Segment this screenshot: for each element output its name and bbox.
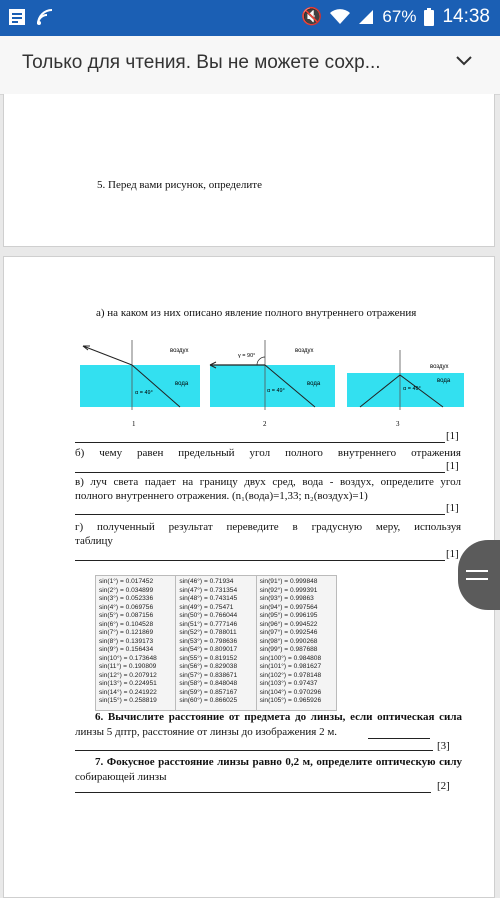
wifi-share-icon — [36, 8, 54, 26]
air-label-2: воздух — [295, 348, 314, 354]
sine-value: sin(94°) = 0.997564 — [259, 603, 318, 611]
sine-value: sin(1°) = 0.017452 — [99, 578, 154, 585]
sine-value: sin(13°) = 0.224951 — [99, 680, 157, 687]
air-label-1: воздух — [170, 348, 189, 354]
answer-line-v[interactable] — [75, 514, 445, 515]
sine-value: sin(93°) = 0.99863 — [259, 595, 314, 602]
water-label-1: вода — [175, 381, 189, 387]
sine-value: sin(6°) = 0.104528 — [99, 620, 154, 628]
question-g-line1: г) полученный результат переведите в градусную меру, используя — [75, 521, 461, 533]
sine-value: sin(46°) = 0.71934 — [179, 578, 234, 585]
sine-value: sin(10°) = 0.173648 — [99, 654, 157, 662]
question-g-line2: таблицу — [75, 535, 113, 547]
question-6-line1 — [95, 710, 462, 724]
sine-value: sin(101°) = 0.981627 — [259, 663, 322, 670]
sine-value: sin(56°) = 0.829038 — [179, 663, 238, 670]
question-7-line1 — [95, 755, 462, 769]
document-page-1 — [3, 94, 495, 247]
sine-value: sin(50°) = 0.766044 — [179, 612, 238, 619]
mute-icon: 🔇 — [301, 7, 323, 26]
sine-value: sin(95°) = 0.996195 — [259, 612, 318, 619]
document-app-icon — [8, 8, 26, 26]
status-bar — [0, 0, 500, 36]
gamma-label: γ = 90° — [238, 353, 256, 359]
sine-value: sin(102°) = 0.978148 — [259, 671, 322, 679]
sine-value: sin(48°) = 0.743145 — [179, 595, 238, 602]
sine-value: sin(51°) = 0.777146 — [179, 620, 238, 628]
sine-value: sin(104°) = 0.970296 — [259, 688, 322, 696]
app-bar — [0, 36, 500, 95]
figure-label-1: 1 — [132, 420, 136, 428]
sine-table-column — [257, 576, 336, 710]
clock: 14:38 — [442, 6, 490, 27]
sine-value: sin(2°) = 0.034899 — [99, 586, 154, 594]
question-6-text: 6. Вычислите расстояние от предмета до линзы, если оптическая сила — [95, 711, 462, 723]
sine-value: sin(53°) = 0.798636 — [179, 637, 238, 645]
question-5: 5. Перед вами рисунок, определите — [97, 179, 262, 191]
angle-label-3: α = 49° — [403, 386, 421, 392]
sine-value: sin(15°) = 0.258819 — [99, 697, 157, 704]
sine-value: sin(5°) = 0.087156 — [99, 612, 154, 619]
sine-value: sin(57°) = 0.838671 — [179, 671, 238, 679]
sine-value: sin(98°) = 0.990268 — [259, 637, 318, 645]
sine-value: sin(49°) = 0.75471 — [179, 603, 234, 611]
figure-label-2: 2 — [263, 420, 267, 428]
answer-line-g[interactable] — [75, 560, 445, 561]
answer-line-6b[interactable] — [75, 750, 433, 751]
sine-value: sin(91°) = 0.999848 — [259, 578, 318, 585]
question-7-text: 7. Фокусное расстояние линзы равно 0,2 м, определите оптическую силу — [95, 756, 462, 768]
sine-value: sin(54°) = 0.809017 — [179, 646, 238, 653]
points-7: [2] — [437, 780, 450, 792]
sine-value: sin(96°) = 0.994522 — [259, 620, 318, 628]
answer-line-6a[interactable] — [368, 738, 430, 739]
air-label-3: воздух — [430, 364, 449, 370]
answer-line-7[interactable] — [75, 792, 431, 793]
points-g: [1] — [446, 548, 459, 560]
water-label-3: вода — [437, 378, 451, 384]
refraction-figure — [75, 340, 470, 430]
angle-label-1: α = 49° — [135, 390, 153, 396]
question-a: а) на каком из них описано явление полного внутреннего отражения — [96, 307, 417, 319]
signal-icon — [358, 9, 374, 25]
sine-value: sin(7°) = 0.121869 — [99, 629, 154, 636]
points-a: [1] — [446, 430, 459, 442]
sine-table-column — [176, 576, 256, 710]
sine-value: sin(97°) = 0.992546 — [259, 629, 318, 636]
answer-line-b[interactable] — [75, 472, 445, 473]
sine-value: sin(52°) = 0.788011 — [179, 629, 237, 636]
question-7-line2: собирающей линзы — [75, 771, 167, 783]
points-6: [3] — [437, 740, 450, 752]
angle-label-2: α = 49° — [267, 388, 285, 394]
wifi-icon — [330, 9, 350, 25]
sine-table — [95, 575, 337, 711]
answer-line-a[interactable] — [75, 442, 445, 443]
points-v: [1] — [446, 502, 459, 514]
sine-value: sin(11°) = 0.190809 — [99, 663, 157, 670]
sine-value: sin(14°) = 0.241922 — [99, 688, 157, 696]
handle-bar — [466, 578, 488, 580]
sine-value: sin(105°) = 0.965926 — [259, 697, 322, 704]
sine-value: sin(3°) = 0.052336 — [99, 595, 154, 602]
water-label-2: вода — [307, 381, 321, 387]
question-b: б) чему равен предельный угол полного внутреннего отражения — [75, 447, 461, 459]
question-v-line1: в) луч света падает на границу двух сред, вода - воздух, определите угол — [75, 476, 461, 488]
handle-bar — [466, 570, 488, 572]
figure-label-3: 3 — [396, 420, 400, 428]
sine-value: sin(4°) = 0.069756 — [99, 603, 154, 611]
question-6-line2: линзы 5 дптр, расстояние от линзы до изображения 2 м. — [75, 726, 338, 738]
read-only-banner-title: Только для чтения. Вы не можете сохр... — [22, 52, 381, 73]
sine-value: sin(47°) = 0.731354 — [179, 586, 238, 594]
sine-table-column — [96, 576, 176, 710]
scroll-handle-button[interactable] — [458, 540, 500, 610]
chevron-down-icon[interactable] — [456, 56, 472, 66]
sine-value: sin(59°) = 0.857167 — [179, 688, 238, 696]
sine-value: sin(12°) = 0.207912 — [99, 671, 157, 679]
sine-value: sin(103°) = 0.97437 — [259, 680, 318, 687]
points-b: [1] — [446, 460, 459, 472]
sine-value: sin(58°) = 0.848048 — [179, 680, 238, 687]
battery-icon — [424, 8, 434, 26]
sine-value: sin(92°) = 0.999391 — [259, 586, 318, 594]
sine-value: sin(55°) = 0.819152 — [179, 654, 238, 662]
sine-value: sin(99°) = 0.987688 — [259, 646, 318, 653]
sine-value: sin(9°) = 0.156434 — [99, 646, 154, 653]
sine-value: sin(100°) = 0.984808 — [259, 654, 322, 662]
battery-percent: 67% — [382, 7, 417, 26]
sine-value: sin(8°) = 0.139173 — [99, 637, 154, 645]
question-v-line2: полного внутреннего отражения. (n₁(вода)=1,33; n₂(воздух)=1) — [75, 490, 368, 502]
sine-value: sin(60°) = 0.866025 — [179, 697, 238, 704]
